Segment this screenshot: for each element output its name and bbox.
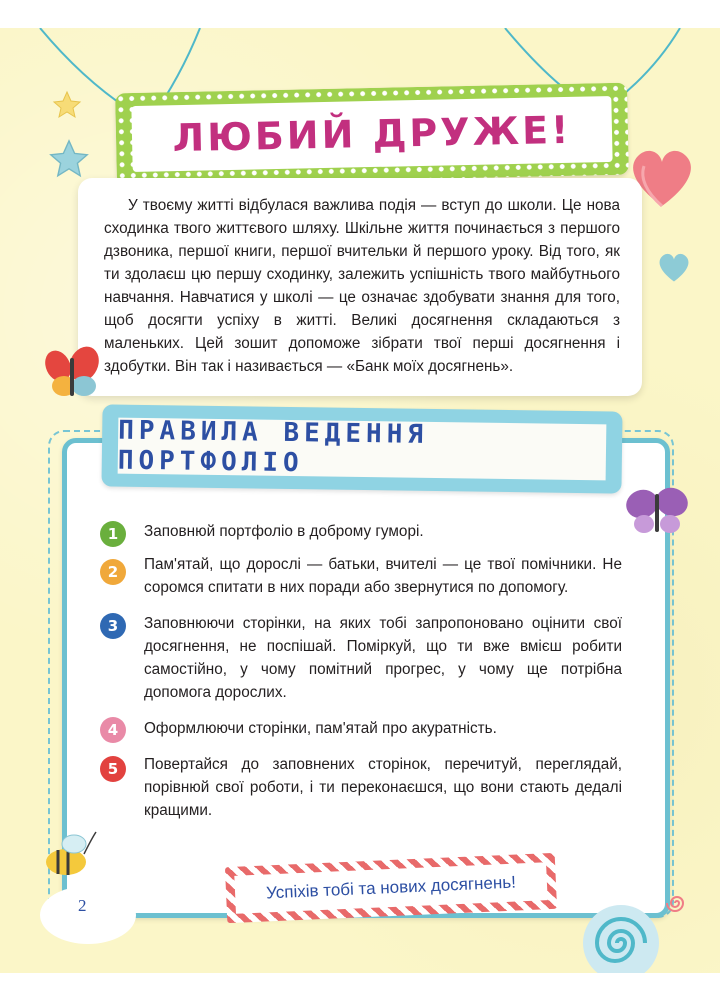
title-card xyxy=(131,96,612,172)
rule-number-badge: 5 xyxy=(100,756,126,782)
butterfly-icon xyxy=(622,480,692,540)
rule-text: Оформлюючи сторінки, пам'ятай про акуратність. xyxy=(144,720,497,737)
rule-item-1 xyxy=(102,520,622,543)
rules-title: ПРАВИЛА ВЕДЕННЯ ПОРТФОЛІО xyxy=(117,415,429,479)
page-number-cloud xyxy=(40,886,136,944)
rule-number-badge: 1 xyxy=(100,521,126,547)
star-icon xyxy=(48,138,90,180)
spiral-icon xyxy=(576,898,666,973)
rule-item-2 xyxy=(102,553,622,599)
wish-text: Успіхів тобі та нових досягнень! xyxy=(265,872,517,903)
star-icon xyxy=(52,90,82,120)
rules-banner xyxy=(101,404,622,493)
rule-item-3 xyxy=(102,612,622,704)
small-spiral-icon xyxy=(664,890,690,916)
intro-text: У твоєму житті відбулася важлива подія — вступ до школи. Це нова сходинка твого життєвого шляху. Шкільне життя починається з першого дзвоника, першої книги, першої вчительки й першого уроку. Від того, як ти здолаєш цю першу сходинку, залежить успішність твого майбутнього навчання. Навчатися у школі — це означає здобувати знання для того, щоб досягти успіху в житті. Великі досягнення складаються з маленьких. Цей зошит допоможе зібрати твої перші досягнення і здобутки. Він так і називається — «Банк моїх досягнень». xyxy=(104,197,620,375)
bee-icon xyxy=(38,828,100,880)
wish-card xyxy=(234,862,547,914)
page-title: ЛЮБИЙ ДРУЖЕ! xyxy=(172,107,572,161)
rule-text: Заповнюючи сторінки, на яких тобі запропоновано оцінити свої досягнення, не поспішай. Поміркуй, що ти вже вмієш робити самостійно, у чому помітний прогрес, у чому ще потрібна допомога дорослих. xyxy=(144,615,622,701)
small-heart-icon xyxy=(656,250,692,284)
rules-title-card xyxy=(117,415,607,481)
rule-item-4 xyxy=(102,717,622,740)
page-background xyxy=(0,28,720,973)
rule-item-5 xyxy=(102,753,622,822)
intro-card xyxy=(78,178,642,396)
rule-number-badge: 3 xyxy=(100,613,126,639)
page-number: 2 xyxy=(78,896,87,915)
title-banner xyxy=(115,83,629,186)
rule-number-badge: 4 xyxy=(100,717,126,743)
rule-text: Заповнюй портфоліо в доброму гуморі. xyxy=(144,523,424,540)
rule-text: Пам'ятай, що дорослі — батьки, вчителі — це твої помічники. Не соромся спитати в них поради або звернутися по допомогу. xyxy=(144,556,622,596)
rule-text: Повертайся до заповнених сторінок, перечитуй, переглядай, порівнюй свої роботи, і ти переконаєшся, що вони стають дедалі кращими. xyxy=(144,756,622,819)
butterfly-icon xyxy=(40,344,104,404)
rule-number-badge: 2 xyxy=(100,559,126,585)
